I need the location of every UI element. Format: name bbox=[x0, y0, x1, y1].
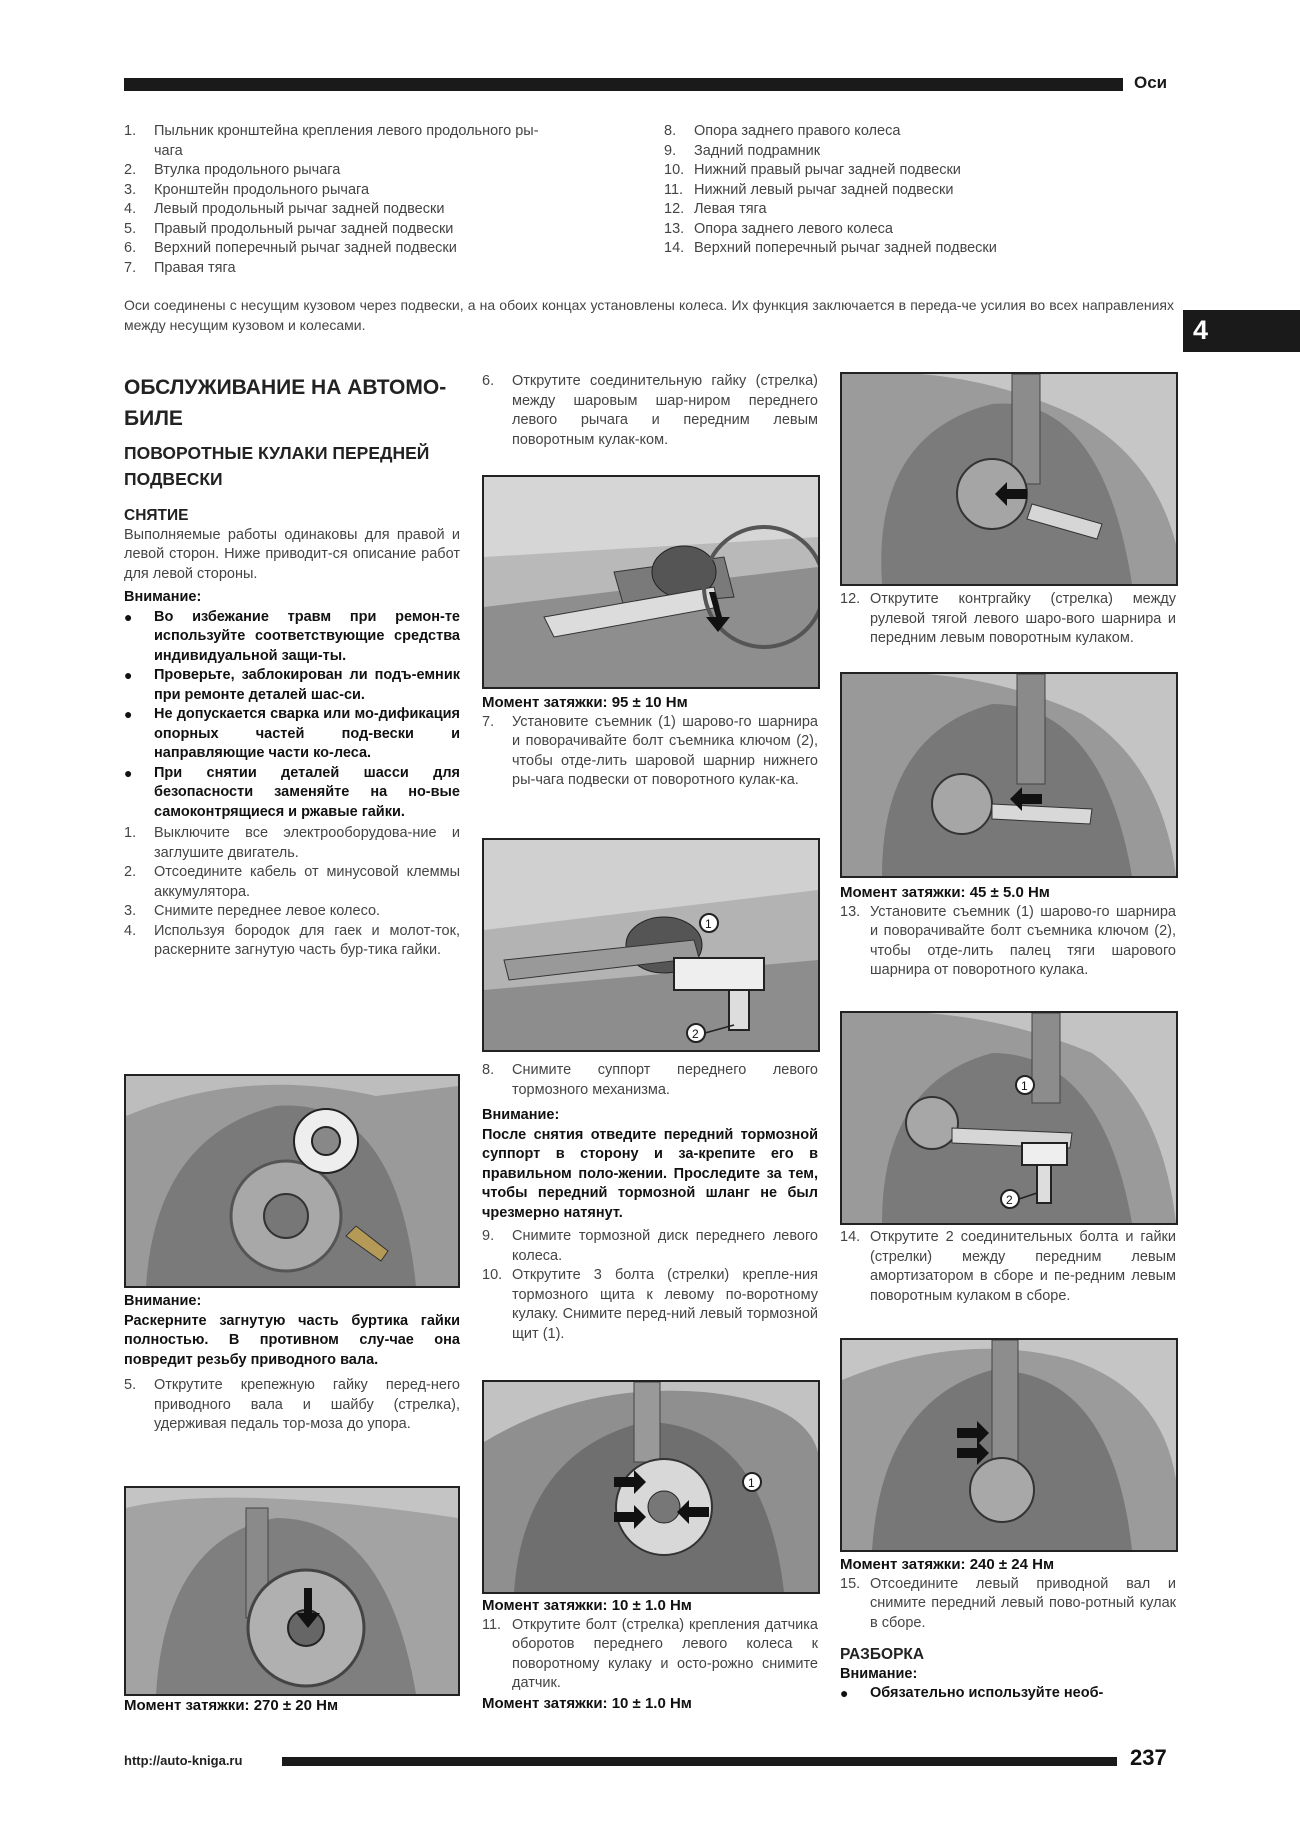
step-13: 13. Установите съемник (1) шарово-го шарнира и поворачивайте болт съемника ключом (2), чтобы отде-лить палец тяги шарового шарнира от поворотного кулака. bbox=[840, 903, 1176, 978]
photo-strut-knuckle-bolts bbox=[840, 1338, 1178, 1552]
step-item: 3. Снимите переднее левое колесо. bbox=[124, 903, 381, 919]
safety-bullet: ● Во избежание травм при ремон-те используйте соответствующие средства индивидуальной защи-ты. bbox=[124, 608, 460, 664]
legend-item: 9. Задний подрамник bbox=[664, 142, 821, 159]
section-title: Оси bbox=[1134, 73, 1168, 92]
torque-label-270: Момент затяжки: 270 ± 20 Нм bbox=[124, 1697, 339, 1714]
legend-item: 2. Втулка продольного рычага bbox=[124, 162, 341, 178]
photo-tie-rod-puller bbox=[840, 1011, 1178, 1225]
column-2-bottom bbox=[482, 1596, 818, 1713]
subsection-heading: ПОВОРОТНЫЕ КУЛАКИ ПЕРЕДНЕЙ ПОДВЕСКИ bbox=[124, 443, 430, 489]
warning-caliper: После снятия отведите передний тормозной суппорт в сторону и за-крепите его в правильном поло-жении. Проследите за тем, чтобы передний тормозной шланг не был чрезмерно натянут. bbox=[482, 1126, 818, 1221]
torque-label-95: Момент затяжки: 95 ± 10 Нм bbox=[482, 694, 688, 711]
torque-label-45: Момент затяжки: 45 ± 5.0 Нм bbox=[840, 884, 1050, 901]
page-number: 237 bbox=[1130, 1745, 1167, 1770]
torque-label-10a: Момент затяжки: 10 ± 1.0 Нм bbox=[482, 1597, 692, 1614]
step-5: 5. Открутите крепежную гайку перед-него приводного вала и шайбу (стрелка), удерживая педаль тор-моза до упора. bbox=[124, 1377, 460, 1432]
section-heading: ОБСЛУЖИВАНИЕ НА АВТОМО-БИЛЕ bbox=[124, 376, 447, 430]
steps-1-4 bbox=[124, 824, 460, 961]
photo-tie-rod-nut bbox=[840, 672, 1178, 878]
chapter-number: 4 bbox=[1193, 315, 1209, 345]
svg-text:2: 2 bbox=[692, 1027, 699, 1041]
photo-steering-tie-rod bbox=[840, 372, 1178, 586]
photo-wheel-hub-nut bbox=[124, 1074, 460, 1288]
step-10: 10. Открутите 3 болта (стрелки) крепле-ния тормозного щита к левому по-воротному кулаку. Снимите перед-ний левый тормозной щит (1). bbox=[482, 1267, 818, 1342]
legend-item: 4. Левый продольный рычаг задней подвески bbox=[124, 201, 445, 217]
legend-item: 10. Нижний правый рычаг задней подвески bbox=[664, 162, 961, 178]
legend-item: 13. Опора заднего левого колеса bbox=[664, 220, 893, 237]
safety-bullet: ● Не допускается сварка или мо-дификация опорных частей под-вески и направляющие части ко-леса. bbox=[124, 706, 460, 761]
column-3-mid bbox=[840, 883, 1176, 981]
disassembly-heading: РАЗБОРКА bbox=[840, 1646, 925, 1663]
intro-paragraph: Оси соединены с несущим кузовом через подвески, а на обоих концах установлены колеса. Их функция заключается в переда-че усилия во всех направлениях между несущим кузовом и колесами. bbox=[124, 297, 1174, 333]
svg-text:1: 1 bbox=[748, 1476, 755, 1490]
safety-bullet: ● Проверьте, заблокирован ли подъ-емник при ремонте деталей шас-си. bbox=[124, 667, 460, 703]
chapter-tab bbox=[1183, 310, 1300, 352]
removal-text: Выполняемые работы одинаковы для правой и левой сторон. Ниже приводит-ся описание работ для левой стороны. bbox=[124, 526, 460, 582]
step-9: 9. Снимите тормозной диск переднего левого колеса. bbox=[482, 1228, 818, 1264]
step-7: 7. Установите съемник (1) шарово-го шарнира и поворачивайте болт съемника ключом (2), чтобы отде-лить шаровой шарнир нижнего ры-чага подвески от поворотного кулак-ка. bbox=[482, 713, 818, 788]
svg-text:1: 1 bbox=[705, 917, 712, 931]
warning-text-2: Раскерните загнутую часть буртика гайки полностью. В противном слу-чае она повредит резьбу приводного вала. bbox=[124, 1312, 460, 1368]
legend-item: 12. Левая тяга bbox=[664, 201, 767, 217]
column-3-lower bbox=[840, 1228, 1176, 1306]
step-14: 14. Открутите 2 соединительных болта и гайки (стрелки) между передним левым амортизатором в сборе и пе-редним левым поворотным кулаком в сборе. bbox=[840, 1229, 1176, 1304]
attention-label-2: Внимание: bbox=[124, 1293, 202, 1309]
step-6: 6. Открутите соединительную гайку (стрелка) между шаровым шар-ниром переднего левого рычага и передним левым поворотным кулак-ком. bbox=[482, 373, 818, 448]
step-item: 1. Выключите все электрооборудова-ние и заглушите двигатель. bbox=[124, 825, 460, 861]
column-2-mid bbox=[482, 693, 818, 791]
safety-bullet: ● При снятии деталей шасси для безопасности заменяйте на но-вые самоконтрящиеся и ржавые гайки. bbox=[124, 764, 460, 820]
torque-label-10b: Момент затяжки: 10 ± 1.0 Нм bbox=[482, 1694, 692, 1712]
photo-ball-joint-puller bbox=[482, 838, 820, 1052]
legend-item: 6. Верхний поперечный рычаг задней подвески bbox=[124, 240, 457, 256]
column-1-lower bbox=[124, 1292, 460, 1435]
legend-right bbox=[664, 122, 1164, 259]
legend-item: 14. Верхний поперечный рычаг задней подвески bbox=[664, 240, 997, 256]
step-8: 8. Снимите суппорт переднего левого тормозного механизма. bbox=[482, 1062, 818, 1098]
photo-drive-shaft-nut bbox=[124, 1486, 460, 1696]
legend-item: чага bbox=[154, 142, 183, 159]
legend-item: 11. Нижний левый рычаг задней подвески bbox=[664, 181, 954, 198]
step-item: 2. Отсоедините кабель от минусовой клеммы аккумулятора. bbox=[124, 864, 460, 900]
column-3-top bbox=[840, 590, 1176, 649]
safety-bullets bbox=[124, 608, 460, 823]
removal-heading: СНЯТИЕ bbox=[124, 507, 189, 524]
column-2-lower bbox=[482, 1061, 818, 1344]
legend-item: 8. Опора заднего правого колеса bbox=[664, 123, 901, 139]
attention-label: Внимание: bbox=[124, 589, 202, 605]
step-item: 4. Используя бородок для гаек и молот-ток, раскерните загнутую часть бур-тика гайки. bbox=[124, 922, 460, 958]
footer-rule bbox=[282, 1757, 1117, 1766]
photo-brake-shield bbox=[482, 1380, 820, 1594]
step-15: 15. Отсоедините левый приводной вал и снимите передний левый пово-ротный кулак в сборе. bbox=[840, 1575, 1176, 1631]
legend-item: 7. Правая тяга bbox=[124, 259, 236, 276]
photo-lower-arm-ball-joint bbox=[482, 475, 820, 689]
step-12: 12. Открутите контргайку (стрелка) между рулевой тягой левого шаро-вого шарнира и передним левым поворотным кулаком. bbox=[840, 591, 1176, 646]
step-11: 11. Открутите болт (стрелка) крепления датчика оборотов переднего левого колеса к поворотному кулаку и осто-рожно снимите датчик. bbox=[482, 1616, 818, 1691]
column-3-bottom bbox=[840, 1555, 1176, 1704]
torque-label-240: Момент затяжки: 240 ± 24 Нм bbox=[840, 1556, 1055, 1573]
legend-item: 5. Правый продольный рычаг задней подвески bbox=[124, 220, 454, 237]
disassembly-bullet: ● Обязательно используйте необ- bbox=[840, 1685, 1104, 1701]
legend-left bbox=[124, 122, 664, 278]
attention-label-col2: Внимание: bbox=[482, 1107, 560, 1123]
svg-text:1: 1 bbox=[1021, 1079, 1028, 1093]
attention-label-col3: Внимание: bbox=[840, 1665, 918, 1682]
svg-text:2: 2 bbox=[1006, 1193, 1013, 1207]
legend-item: 1. Пыльник кронштейна крепления левого продольного ры- bbox=[124, 123, 539, 139]
legend-item: 3. Кронштейн продольного рычага bbox=[124, 181, 370, 198]
column-2-top bbox=[482, 372, 818, 450]
header-rule bbox=[124, 78, 1123, 91]
column-1 bbox=[124, 372, 460, 961]
footer-url-link[interactable]: http://auto-kniga.ru bbox=[124, 1753, 243, 1768]
